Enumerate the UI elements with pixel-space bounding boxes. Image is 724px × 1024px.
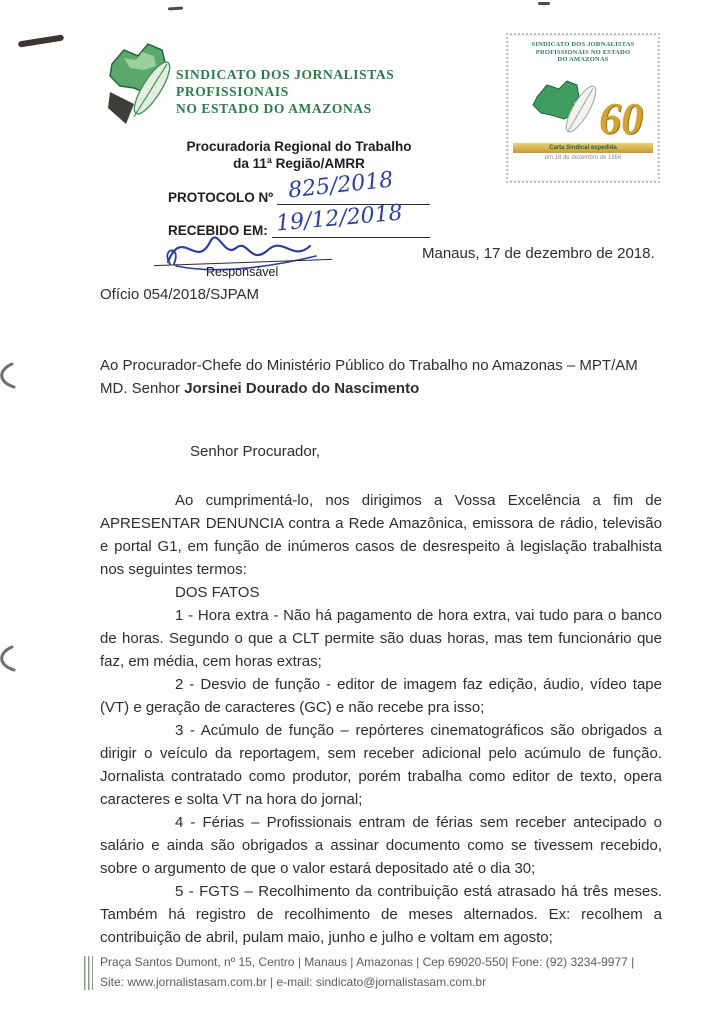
seal-header-line: PROFISSIONAIS NO ESTADO xyxy=(535,48,631,56)
paragraph: 5 - FGTS – Recolhimento da contribuição está atrasado há três meses. Também há registro de recolhimento de meses alternados. Ex: recolhem a contribuição de abril, pulam maio, junho e julho e voltam em agosto; xyxy=(100,883,662,946)
footer-contact-info xyxy=(100,952,670,992)
paragraph: 1 - Hora extra - Não há pagamento de hora extra, vai tudo para o banco de horas. Segundo o que a CLT permite são duas horas, mas tem funcionário que faz, em média, cem horas extras; xyxy=(100,607,662,670)
protocol-number-handwritten: 825/2018 xyxy=(286,167,395,204)
anniversary-stamp-seal xyxy=(506,33,660,183)
footer-site-email-line: Site: www.jornalistasam.com.br | e-mail: sindicato@jornalistasam.com.br xyxy=(100,975,487,989)
org-name-line: NO ESTADO DO AMAZONAS xyxy=(176,101,372,116)
seal-artwork xyxy=(513,67,653,141)
recipient-block xyxy=(100,354,638,400)
paragraph: 4 - Férias – Profissionais entram de férias sem receber antecipado o salário e ainda são obrigados a assinar documento como se tivessem recebido, sobre o argumento de que o valor estará depositado até o dia 30; xyxy=(100,814,662,877)
received-date-handwritten: 19/12/2018 xyxy=(275,200,404,237)
anniversary-60-number: 60 xyxy=(599,93,643,143)
recipient-line1: Ao Procurador-Chefe do Ministério Público do Trabalho no Amazonas – MPT/AM xyxy=(100,357,638,374)
paragraph: Ao cumprimentá-lo, nos dirigimos a Vossa Excelência a fim de APRESENTAR DENUNCIA contra a Rede Amazônica, emissora de rádio, televisão e portal G1, em função de inúmeros casos de desrespeito à legislação trabalhista nos seguintes termos: xyxy=(100,492,662,578)
signature-label: Responsável xyxy=(206,265,279,279)
seal-footer-text: em 18 de dezembro de 1958 xyxy=(544,154,622,161)
org-name-line: SINDICATO DOS JORNALISTAS xyxy=(176,67,395,82)
received-date-label: RECEBIDO EM: xyxy=(168,223,268,238)
paragraph: 2 - Desvio de função - editor de imagem faz edição, áudio, vídeo tape (VT) e geração de caracteres (GC) e não recebe pra isso; xyxy=(100,676,662,716)
recipient-honorific: MD. Senhor xyxy=(100,380,185,397)
letter-body xyxy=(100,440,662,949)
seal-header-line: DO AMAZONAS xyxy=(557,56,609,63)
union-map-logo-icon xyxy=(104,36,182,136)
salutation: Senhor Procurador, xyxy=(190,443,321,460)
footer-triple-bar-mark xyxy=(84,956,93,990)
footer-address-line: Praça Santos Dumont, nº 15, Centro | Manaus | Amazonas | Cep 69020-550| Fone: (92) 3234-9977 | xyxy=(100,955,635,969)
org-name-line: PROFISSIONAIS xyxy=(176,84,289,99)
protocol-number-label: PROTOCOLO Nº xyxy=(168,190,274,205)
seal-header-line: SINDICATO DOS JORNALISTAS xyxy=(531,41,635,48)
scan-tick-mark xyxy=(538,2,550,5)
protocol-stamp xyxy=(168,138,430,279)
recipient-name: Jorsinei Dourado do Nascimento xyxy=(184,380,420,397)
recipient-line2 xyxy=(100,377,638,400)
date-line: Manaus, 17 de dezembro de 2018. xyxy=(422,245,655,262)
seal-gold-bar: Carta Sindical expedida xyxy=(513,143,653,153)
section-heading: DOS FATOS xyxy=(175,584,260,601)
scan-tick-mark xyxy=(168,6,183,10)
paragraph: 3 - Acúmulo de função – repórteres cinematográficos são obrigados a dirigir o veículo da reportagem, sem receber adicional pelo acúmulo de função. Jornalista contratado como produtor, porém trabalha como editor de texto, opera caracteres e solta VT na hora do jornal; xyxy=(100,722,662,808)
protocol-title-line: da 11ª Região/AMRR xyxy=(233,156,365,171)
protocol-title-line: Procuradoria Regional do Trabalho xyxy=(186,139,412,154)
reference-number: Ofício 054/2018/SJPAM xyxy=(100,286,259,303)
pen-mark xyxy=(18,34,64,47)
scan-hook-mark xyxy=(0,362,18,390)
seal-header-text xyxy=(513,41,653,64)
letterhead-org-name xyxy=(176,66,394,117)
scan-hook-mark xyxy=(0,645,18,673)
